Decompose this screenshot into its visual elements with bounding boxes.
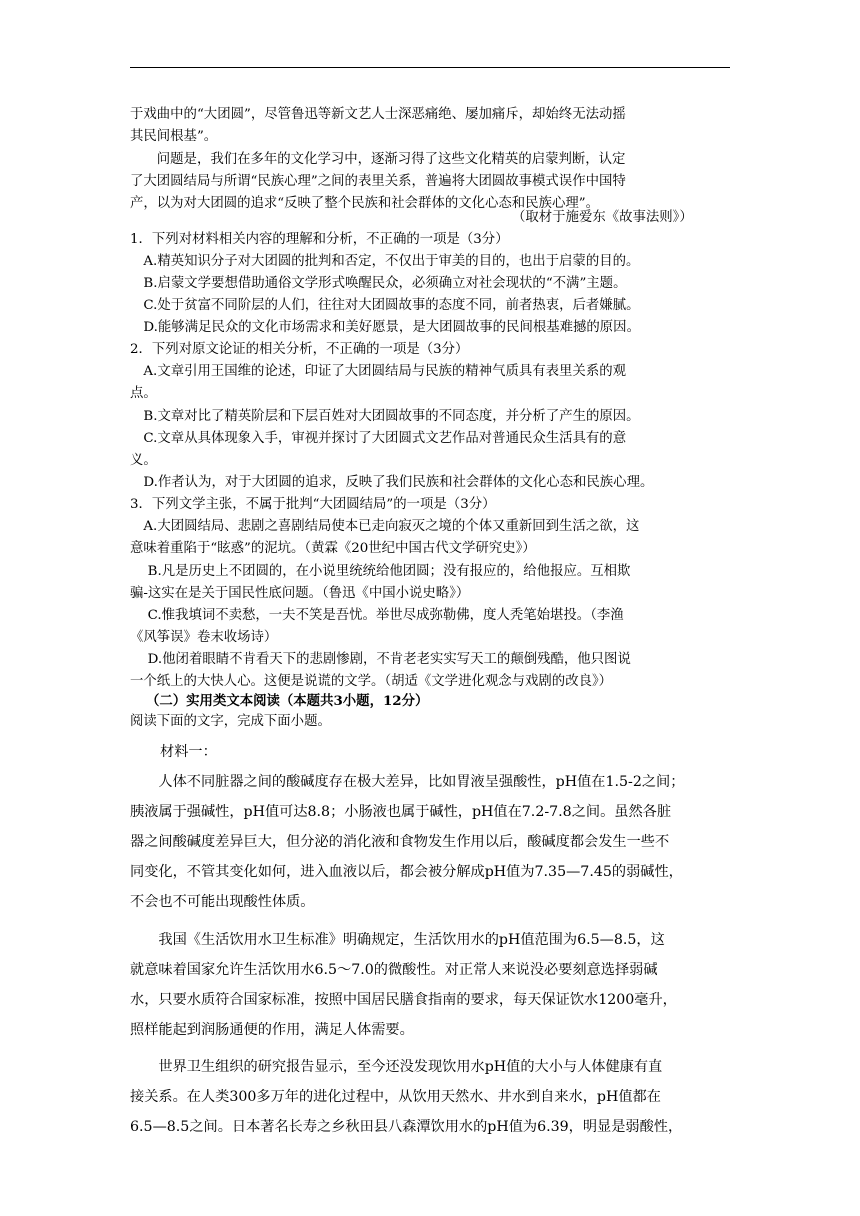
question-1-option-a: A.精英知识分子对大团圆的批判和否定，不仅出于审美的目的，也出于启蒙的目的。 (130, 254, 640, 269)
material-line: 就意味着国家允许生活饮用水6.5～7.0的微酸性。对正常人来说没必要刻意选择弱碱 (130, 962, 658, 978)
question-1-option-c: C.处于贫富不同阶层的人们，往往对大团圆故事的态度不同，前者热衷，后者嫌腻。 (130, 298, 640, 313)
question-2-option-d: D.作者认为，对于大团圆的追求，反映了我们民族和社会群体的文化心态和民族心理。 (130, 475, 654, 490)
header-rule (130, 67, 730, 68)
question-1-option-d: D.能够满足民众的文化市场需求和美好愿景，是大团圆故事的民间根基难撼的原因。 (130, 320, 640, 335)
material-line: 照样能起到润肠通便的作用，满足人体需要。 (130, 1022, 414, 1038)
question-3-option-a-cont: 意味着重陷于“眩惑”的泥坑。（黄霖《20世纪中国古代文学研究史》） (130, 541, 536, 556)
question-2-stem: 2．下列对原文论证的相关分析，不正确的一项是（3分） (130, 342, 469, 357)
material-line: 接关系。在人类300多万年的进化过程中，从饮用天然水、井水到自来水，pH值都在 (130, 1089, 661, 1105)
section-heading: （二）实用类文本阅读（本题共3小题，12分） (146, 693, 429, 709)
passage-line: 了大团圆结局与所谓“民族心理”之间的表里关系，普遍将大团圆故事模式误作中国特 (130, 174, 626, 189)
passage-line: 问题是，我们在多年的文化学习中，逐渐习得了这些文化精英的启蒙判断，认定 (130, 152, 626, 167)
question-3-option-b-cont: 骗-这实在是关于国民性底问题。（鲁迅《中国小说史略》） (130, 586, 470, 601)
question-3-option-d: D.他闭着眼睛不肯看天下的悲剧惨剧，不肯老老实实写天工的颠倒残酷，他只图说 (130, 652, 631, 667)
passage-line: 其民间根基”。 (130, 129, 218, 144)
question-1-stem: 1．下列对材料相关内容的理解和分析，不正确的一项是（3分） (130, 232, 509, 247)
source-note: （取材于施爱东《故事法则》） (512, 210, 693, 225)
question-3-option-d-cont: 一个纸上的大快人心。这便是说谎的文学。（胡适《文学进化观念与戏剧的改良》） (130, 674, 613, 689)
instruction-text: 阅读下面的文字，完成下面小题。 (130, 714, 331, 729)
passage-line: 于戏曲中的“大团圆”，尽管鲁迅等新文艺人士深恶痛绝、屡加痛斥，却始终无法动摇 (130, 107, 626, 122)
material-line: 不会也不可能出现酸性体质。 (130, 894, 315, 910)
material-line: 器之间酸碱度差异巨大，但分泌的消化液和食物发生作用以后，酸碱度都会发生一些不 (130, 834, 670, 850)
passage-line: 产，以为对大团圆的追求“反映了整个民族和社会群体的文化心态和民族心理”。 (130, 196, 599, 211)
question-2-option-a: A.文章引用王国维的论述，印证了大团圆结局与民族的精神气质具有表里关系的观 (130, 364, 626, 379)
material-line: 同变化，不管其变化如何，进入血液以后，都会被分解成pH值为7.35—7.45的弱碱性， (130, 864, 683, 880)
question-2-option-b: B.文章对比了精英阶层和下层百姓对大团圆故事的不同态度，并分析了产生的原因。 (130, 409, 640, 424)
question-3-stem: 3．下列文学主张，不属于批判“大团圆结局”的一项是（3分） (130, 497, 496, 512)
question-3-option-c: C.惟我填词不卖愁，一夫不笑是吾忧。举世尽成弥勒佛，度人秃笔始堪投。（李渔 (130, 608, 624, 623)
question-2-option-c-cont: 义。 (130, 453, 157, 468)
material-line: 水，只要水质符合国家标准，按照中国居民膳食指南的要求，每天保证饮水1200毫升， (130, 992, 677, 1008)
question-3-option-c-cont: 《风筝误》卷末收场诗） (130, 630, 278, 645)
question-2-option-c: C.文章从具体现象入手，审视并探讨了大团圆式文艺作品对普通民众生活具有的意 (130, 431, 627, 446)
material-line: 胰液属于强碱性，pH值可达8.8；小肠液也属于碱性，pH值在7.2-7.8之间。虽然各脏 (130, 804, 672, 820)
material-title: 材料一： (160, 744, 217, 760)
question-3-option-a: A.大团圆结局、悲剧之喜剧结局使本已走向寂灭之境的个体又重新回到生活之欲，这 (130, 519, 640, 534)
question-1-option-b: B.启蒙文学要想借助通俗文学形式唤醒民众，必须确立对社会现状的“不满”主题。 (130, 276, 627, 291)
question-3-option-b: B.凡是历史上不团圆的，在小说里统统给他团圆；没有报应的，给他报应。互相欺 (130, 564, 631, 579)
material-line: 6.5—8.5之间。日本著名长寿之乡秋田县八森潭饮用水的pH值为6.39，明显是弱酸性， (130, 1119, 683, 1135)
material-line: 人体不同脏器之间的酸碱度存在极大差异，比如胃液呈强酸性，pH值在1.5-2之间； (130, 774, 685, 790)
material-line: 世界卫生组织的研究报告显示，至今还没发现饮用水pH值的大小与人体健康有直 (130, 1059, 663, 1075)
material-line: 我国《生活饮用水卫生标准》明确规定，生活饮用水的pH值范围为6.5—8.5，这 (130, 932, 665, 948)
question-2-option-a-cont: 点。 (130, 386, 157, 401)
